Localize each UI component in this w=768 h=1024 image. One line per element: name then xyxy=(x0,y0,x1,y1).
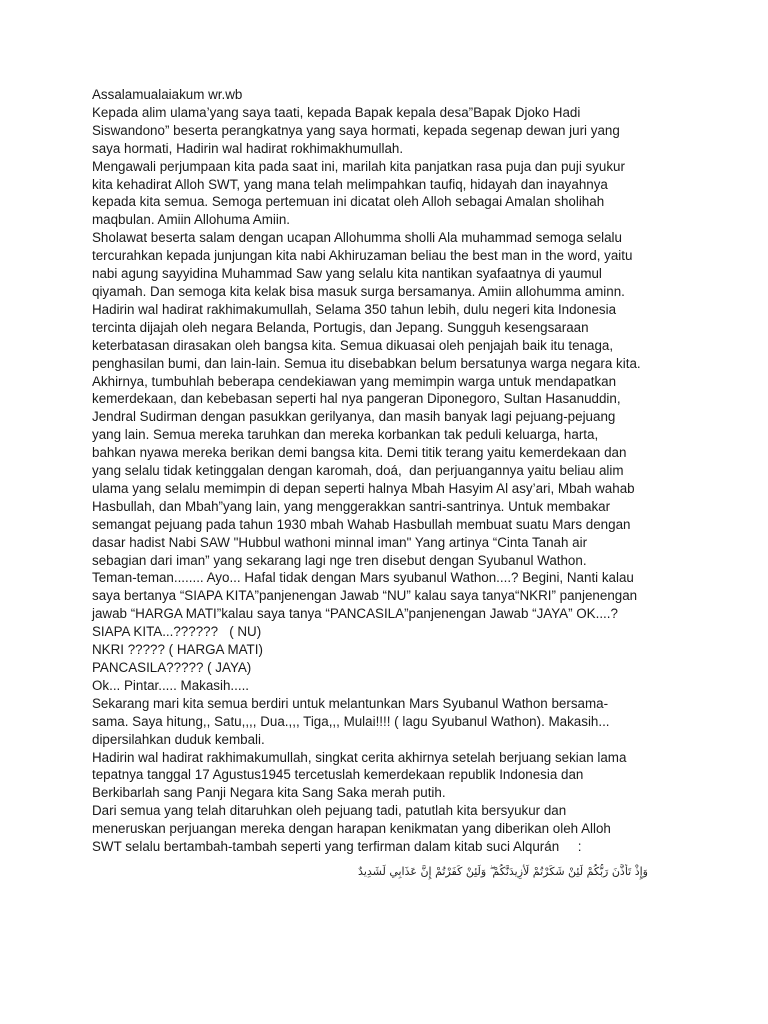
text-line: Siswandono” beserta perangkatnya yang saya hormati, kepada segenap dewan juri yang xyxy=(92,122,620,138)
text-line: meneruskan perjuangan mereka dengan harapan kenikmatan yang diberikan oleh Alloh xyxy=(92,821,611,837)
text-line: Jendral Sudirman dengan pasukkan gerilyanya, dan masih banyak lagi pejuang-pejuang xyxy=(92,409,616,425)
text-line: qiyamah. Dan semoga kita kelak bisa masuk surga bersamanya. Amiin allohumma aminn. xyxy=(92,283,625,299)
text-line: Dari semua yang telah ditaruhkan oleh pejuang tadi, patutlah kita bersyukur dan xyxy=(92,803,567,819)
text-line: PANCASILA????? ( JAYA) xyxy=(92,660,252,675)
text-line: maqbulan. Amiin Allohuma Amiin. xyxy=(92,212,290,228)
quran-verse-arabic: وَإِذْ تَأَذَّنَ رَبُّكُمْ لَئِنْ شَكَرْتُمْ لَأَزِيدَنَّكُمْ ۖ وَلَئِنْ كَفَرْتُمْ إِنَّ عَذَابِي لَشَدِيدٌ xyxy=(358,865,648,878)
text-line: Akhirnya, tumbuhlah beberapa cendekiawan yang memimpin warga untuk mendapatkan xyxy=(92,373,617,389)
text-line: yang selalu tidak ketinggalan dengan karomah, doá, dan perjuangannya yaitu beliau alim xyxy=(92,463,624,479)
text-line: nabi agung sayyidina Muhammad Saw yang selalu kita nantikan syafaatnya di yaumul xyxy=(92,266,602,282)
text-line: Sholawat beserta salam dengan ucapan Allohumma sholli Ala muhammad semoga selalu xyxy=(92,230,622,246)
greeting-line: Assalamualaiakum wr.wb xyxy=(92,87,243,102)
text-line: kita kehadirat Alloh SWT, yang mana telah melimpahkan taufiq, hidayah dan inayahnya xyxy=(92,176,608,192)
text-line: dasar hadist Nabi SAW "Hubbul wathoni minnal iman" Yang artinya “Cinta Tanah air xyxy=(92,534,588,550)
text-line: keterbatasan dirasakan oleh bangsa kita. Semua dikuasai oleh penjajah baik itu tenaga, xyxy=(92,337,614,353)
text-line: Hadirin wal hadirat rakhimakumullah, singkat cerita akhirnya setelah berjuang sekian lama xyxy=(92,749,627,765)
text-line: bahkan nyawa mereka berikan demi bangsa kita. Demi titik terang yaitu kemerdekaan dan xyxy=(92,445,627,461)
text-line: SWT selalu bertambah-tambah seperti yang terfirman dalam kitab suci Alqurán : xyxy=(92,839,582,855)
text-line: saya bertanya “SIAPA KITA”panjenengan Jawab “NU” kalau saya tanya“NKRI” panjenengan xyxy=(92,588,638,604)
text-line: saya hormati, Hadirin wal hadirat rokhimakhumullah. xyxy=(92,140,404,156)
text-line: dipersilahkan duduk kembali. xyxy=(92,731,265,747)
text-line: Hasbullah, dan Mbah”yang lain, yang menggerakkan santri-santrinya. Untuk membakar xyxy=(92,498,611,514)
text-line: ulama yang selalu memimpin di depan seperti halnya Mbah Hasyim Al asy’ari, Mbah wahab xyxy=(92,480,635,496)
text-line: Ok... Pintar..... Makasih..... xyxy=(92,677,250,693)
text-line: semangat pejuang pada tahun 1930 mbah Wahab Hasbullah membuat suatu Mars dengan xyxy=(92,516,631,532)
text-line: tepatnya tanggal 17 Agustus1945 tercetuslah kemerdekaan republik Indonesia dan xyxy=(92,767,584,783)
text-line: NKRI ????? ( HARGA MATI) xyxy=(92,642,263,658)
text-line: SIAPA KITA...?????? ( NU) xyxy=(92,624,262,640)
text-line: Sekarang mari kita semua berdiri untuk melantunkan Mars Syubanul Wathon bersama- xyxy=(92,695,609,711)
text-line: tercurahkan kepada junjungan kita nabi Akhiruzaman beliau the best man in the word, yaitu xyxy=(92,248,633,264)
text-line: Teman-teman........ Ayo... Hafal tidak dengan Mars syubanul Wathon....? Begini, Nanti kalau xyxy=(92,570,634,586)
speech-text-body xyxy=(92,86,692,856)
text-line: yang lain. Semua mereka taruhkan dan mereka korbankan tak peduli keluarga, harta, xyxy=(92,427,599,443)
text-line: penghasilan bumi, dan lain-lain. Semua itu disebabkan belum bersatunya warga negara kita. xyxy=(92,355,641,371)
text-line: jawab “HARGA MATI”kalau saya tanya “PANCASILA”panjenengan Jawab “JAYA” OK....? xyxy=(92,606,618,622)
text-line: Kepada alim ulama’yang saya taati, kepada Bapak kepala desa”Bapak Djoko Hadi xyxy=(92,104,581,120)
text-line: kepada kita semua. Semoga pertemuan ini dicatat oleh Alloh sebagai Amalan sholihah xyxy=(92,194,605,210)
text-line: tercinta dijajah oleh negara Belanda, Portugis, dan Jepang. Sungguh kesengsaraan xyxy=(92,319,589,335)
text-line: sebagian dari iman” yang sekarang lagi nge tren disebut dengan Syubanul Wathon. xyxy=(92,552,587,568)
text-line: Hadirin wal hadirat rakhimakumullah, Selama 350 tahun lebih, dulu negeri kita Indonesia xyxy=(92,301,617,317)
text-line: Berkibarlah sang Panji Negara kita Sang Saka merah putih. xyxy=(92,785,446,801)
text-line: Mengawali perjumpaan kita pada saat ini, marilah kita panjatkan rasa puja dan puji syukur xyxy=(92,158,625,174)
text-line: sama. Saya hitung,, Satu,,,, Dua.,,, Tiga,,, Mulai!!!! ( lagu Syubanul Wathon). Makasih... xyxy=(92,713,610,729)
text-line: kemerdekaan, dan kebebasan seperti hal nya pangeran Diponegoro, Sultan Hasanuddin, xyxy=(92,391,621,407)
